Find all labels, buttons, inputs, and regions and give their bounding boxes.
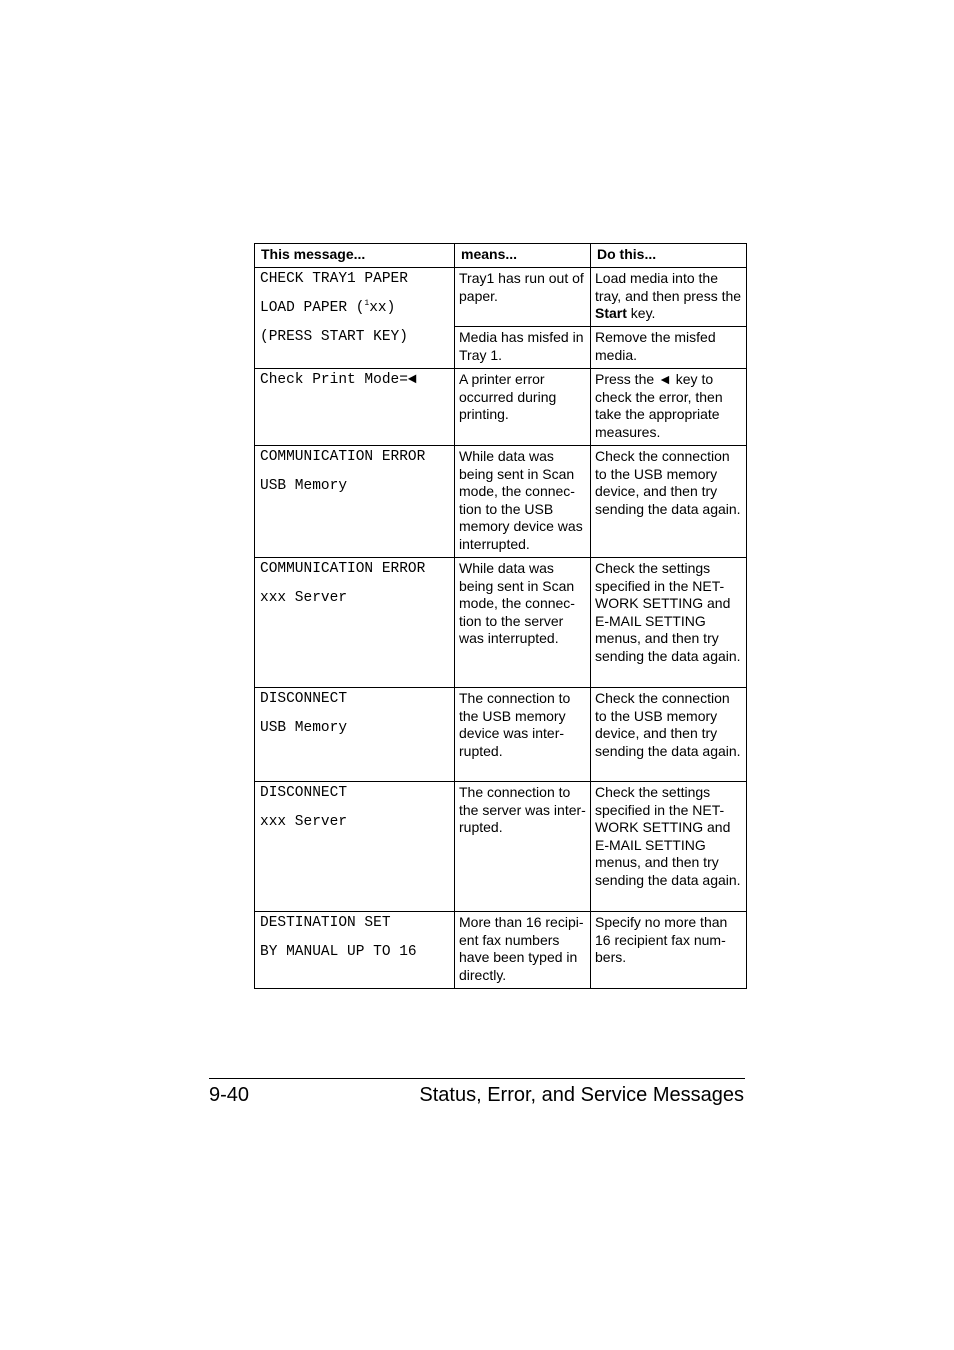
message-line: DISCONNECT xyxy=(260,785,348,801)
means-cell: Media has misfed in Tray 1. xyxy=(455,327,591,369)
message-line: CHECK TRAY1 PAPER xyxy=(260,271,408,287)
do-this-cell: Press the ◄ key to check the error, then take the appropriate measures. xyxy=(591,369,747,446)
means-cell: While data was being sent in Scan mode, the connec-tion to the USB memory device was interrupted. xyxy=(455,446,591,558)
message-line: xxx Server xyxy=(260,590,348,606)
message-line: LOAD PAPER ($^1$xx) xyxy=(260,299,396,316)
start-key-label: Start xyxy=(595,305,627,322)
table-row xyxy=(255,558,747,688)
message-line: BY MANUAL UP TO 16 xyxy=(260,944,417,960)
do-this-cell: Check the connection to the USB memory device, and then try sending the data again. xyxy=(591,446,747,558)
footer-divider xyxy=(209,1078,745,1079)
table-header-row xyxy=(255,244,747,268)
message-line: xxx Server xyxy=(260,814,348,830)
message-line: USB Memory xyxy=(260,478,348,494)
table-row xyxy=(255,446,747,558)
do-this-cell: Load media into the tray, and then press the Start key. xyxy=(591,268,747,327)
message-line: (PRESS START KEY) xyxy=(260,329,408,345)
message-line: USB Memory xyxy=(260,720,348,736)
message-cell xyxy=(255,782,455,912)
message-line: DISCONNECT xyxy=(260,691,348,707)
means-cell: The connection to the USB memory device was inter-rupted. xyxy=(455,688,591,782)
message-line: Check Print Mode=◄ xyxy=(260,372,417,388)
message-cell xyxy=(255,369,455,446)
header-means: means... xyxy=(455,244,591,268)
means-cell: More than 16 recipi-ent fax numbers have been typed in directly. xyxy=(455,912,591,989)
message-line: DESTINATION SET xyxy=(260,915,391,931)
page-number: 9-40 xyxy=(209,1084,250,1106)
message-cell xyxy=(255,558,455,688)
do-this-cell: Check the connection to the USB memory device, and then try sending the data again. xyxy=(591,688,747,782)
header-do-this: Do this... xyxy=(591,244,747,268)
table-row xyxy=(255,688,747,782)
means-cell: While data was being sent in Scan mode, the connec-tion to the server was interrupted. xyxy=(455,558,591,688)
message-line: COMMUNICATION ERROR xyxy=(260,449,426,465)
means-cell: The connection to the server was inter-rupted. xyxy=(455,782,591,912)
messages-table xyxy=(254,243,747,989)
table-row xyxy=(255,782,747,912)
footer-section-title: Status, Error, and Service Messages xyxy=(419,1084,744,1106)
message-cell xyxy=(255,446,455,558)
table-row xyxy=(255,369,747,446)
message-cell xyxy=(255,268,455,369)
message-line: COMMUNICATION ERROR xyxy=(260,561,426,577)
do-this-cell: Check the settings specified in the NET-WORK SETTING and E-MAIL SETTING menus, and then try sending the data again. xyxy=(591,782,747,912)
means-cell: Tray1 has run out of paper. xyxy=(455,268,591,327)
message-cell xyxy=(255,912,455,989)
do-this-cell: Remove the misfed media. xyxy=(591,327,747,369)
do-this-cell: Check the settings specified in the NET-WORK SETTING and E-MAIL SETTING menus, and then try sending the data again. xyxy=(591,558,747,688)
do-this-cell: Specify no more than 16 recipient fax num-bers. xyxy=(591,912,747,989)
means-cell: A printer error occurred during printing. xyxy=(455,369,591,446)
table-row xyxy=(255,268,747,327)
message-cell xyxy=(255,688,455,782)
header-message: This message... xyxy=(255,244,455,268)
table-row xyxy=(255,912,747,989)
